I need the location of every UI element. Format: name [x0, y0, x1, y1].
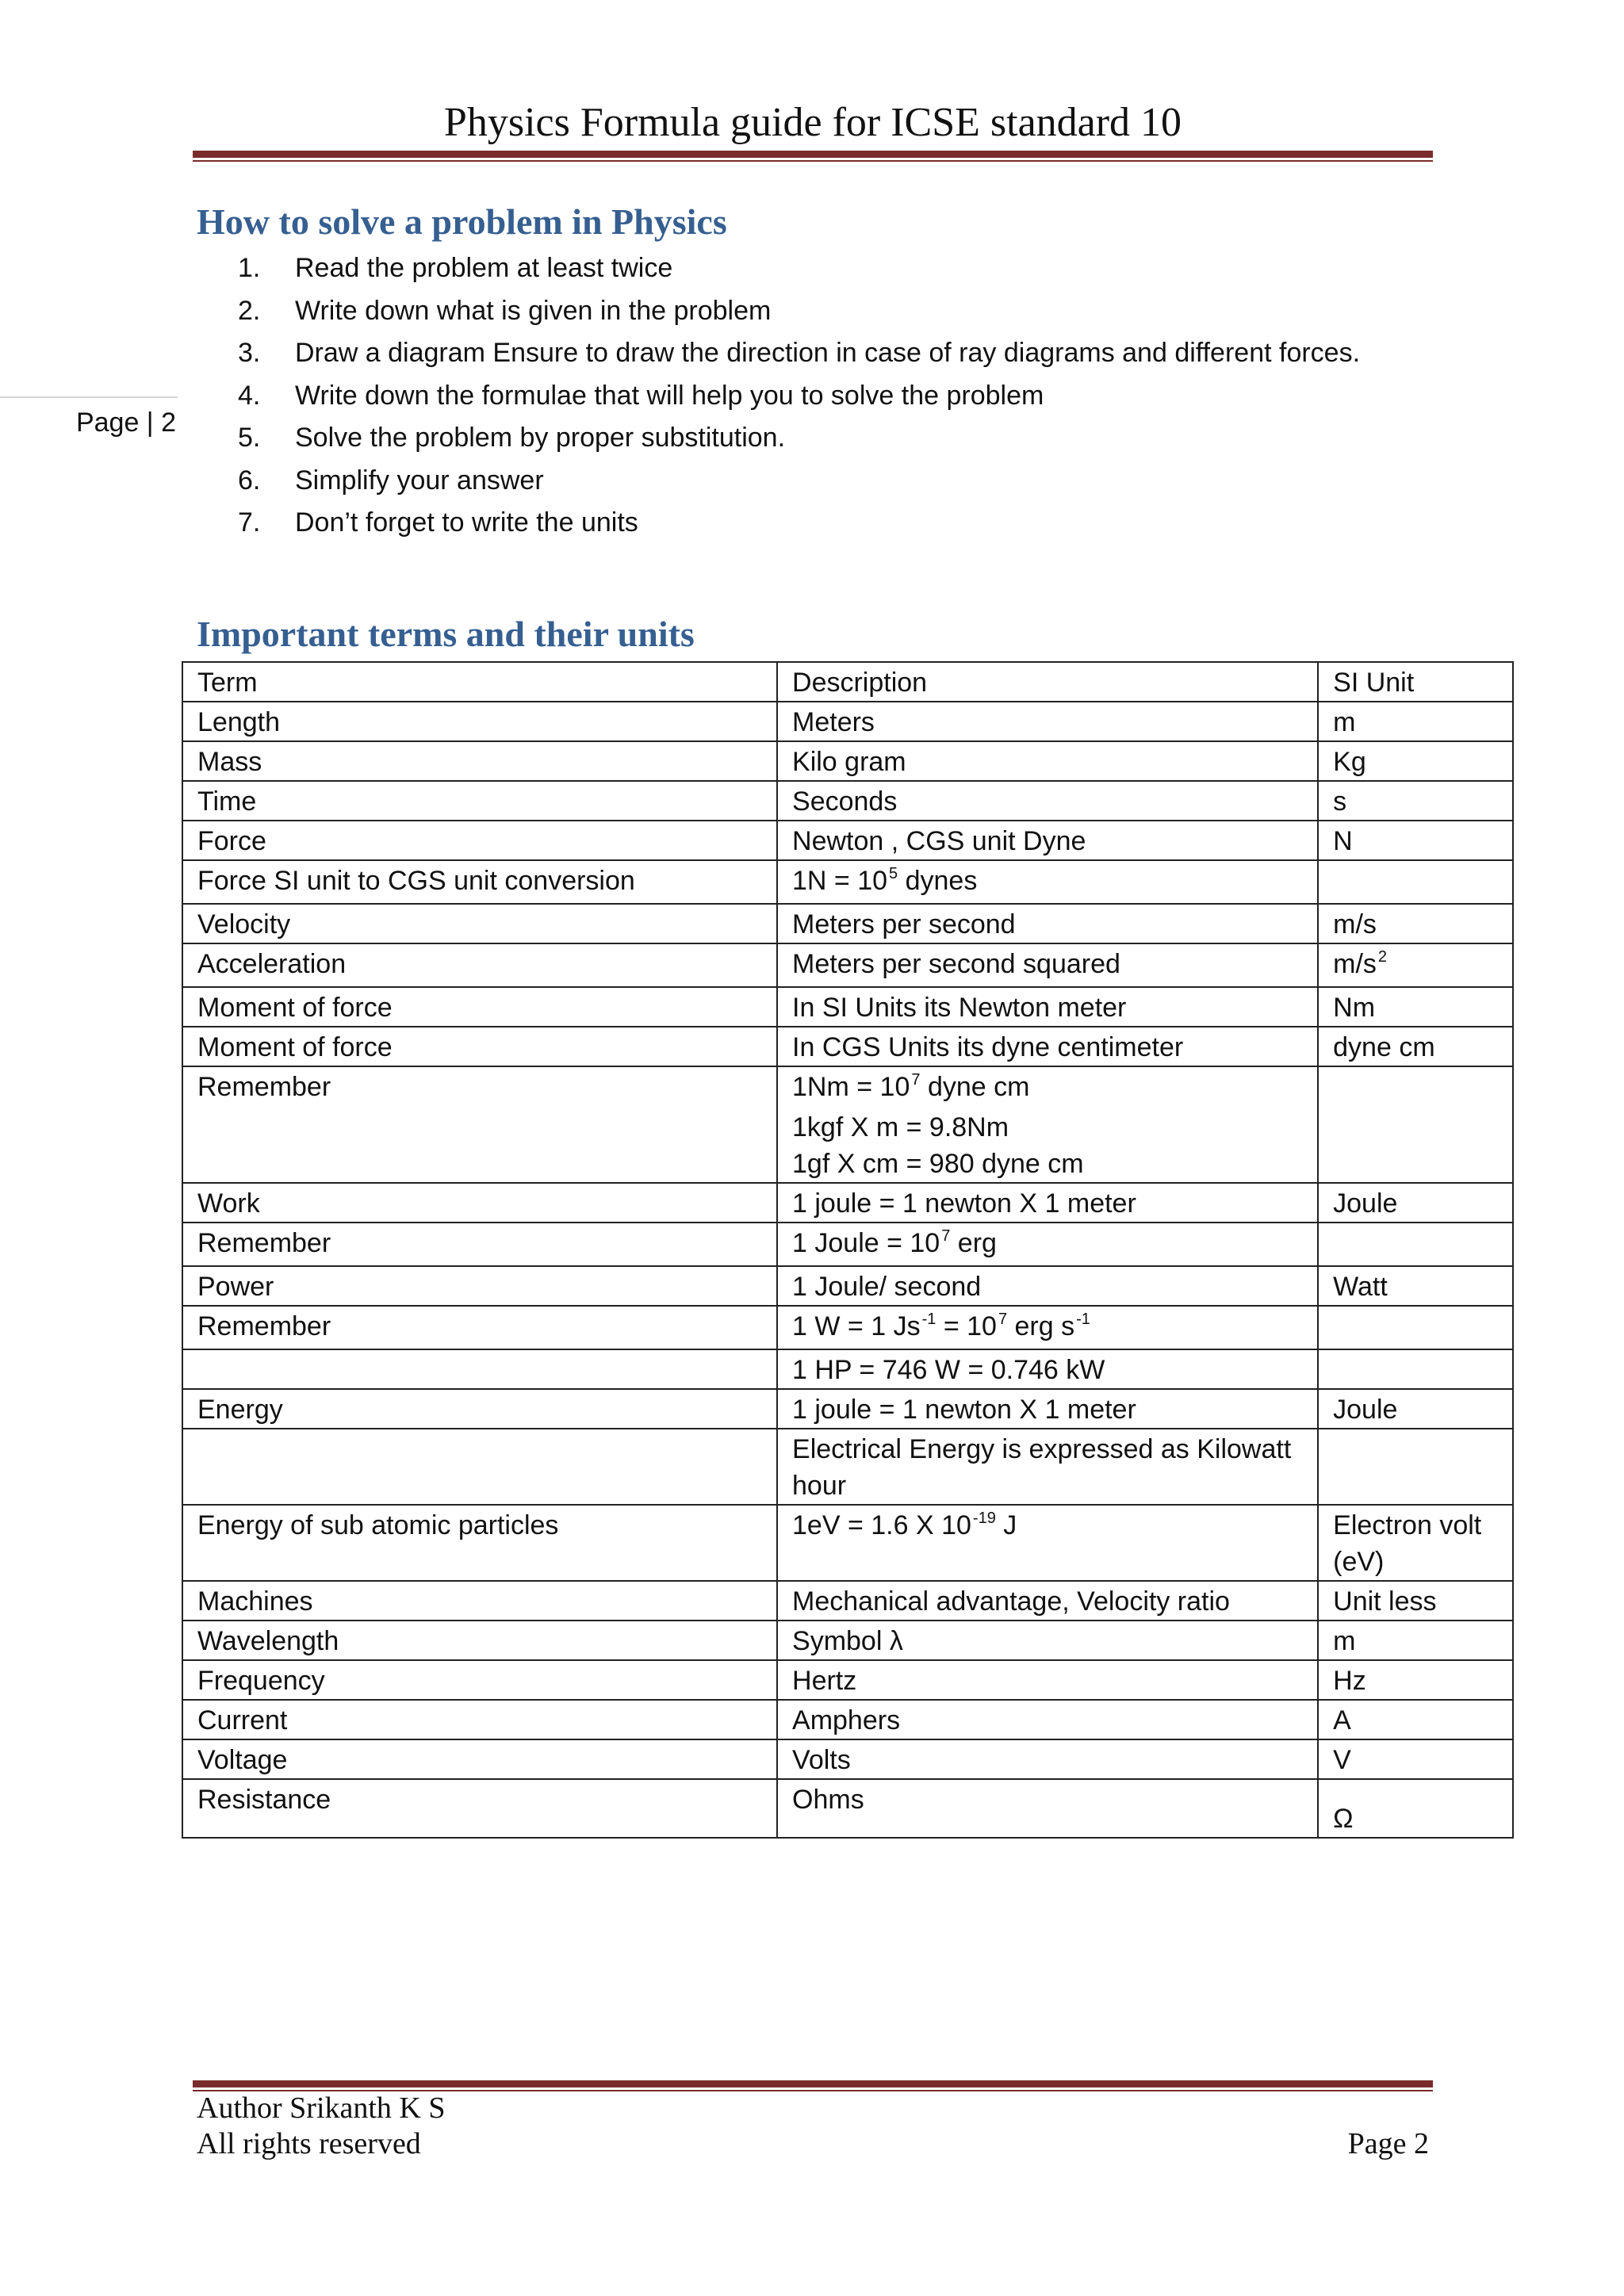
table-row — [182, 781, 1513, 821]
term-cell: Force SI unit to CGS unit conversion — [182, 860, 777, 904]
step-item — [238, 332, 1360, 375]
table-row — [182, 860, 1513, 904]
step-number: 3. — [238, 338, 261, 368]
step-text: Write down the formulae that will help you to solve the problem — [295, 380, 1044, 411]
table-row — [182, 1027, 1513, 1066]
description-line: 1Nm = 10 $^7$ dyne cm — [792, 1071, 1030, 1102]
term-cell: Moment of force — [182, 1027, 777, 1066]
description-line: 1kgf X m = 9.8Nm — [792, 1112, 1009, 1142]
table-row — [182, 821, 1513, 860]
term-cell: Time — [182, 781, 777, 821]
table-row — [182, 702, 1513, 741]
term-cell — [182, 1429, 777, 1505]
table-row — [182, 1266, 1513, 1306]
footer-rights: All rights reserved — [197, 2127, 421, 2160]
description-line: Meters per second — [792, 909, 1016, 939]
step-text: Draw a diagram Ensure to draw the direction in case of ray diagrams and different forces. — [295, 338, 1361, 368]
term-cell: Voltage — [182, 1739, 777, 1779]
term-cell: Work — [182, 1183, 777, 1223]
description-cell — [777, 1306, 1318, 1349]
description-line: Seconds — [792, 786, 898, 817]
description-line: Amphers — [792, 1705, 901, 1735]
si-unit-cell — [1318, 1223, 1513, 1266]
description-line: 1 joule = 1 newton X 1 meter — [792, 1188, 1136, 1219]
si-unit-cell: N — [1318, 821, 1513, 860]
description-line: Kilo gram — [792, 747, 906, 777]
table-row — [182, 741, 1513, 781]
description-cell — [777, 1621, 1318, 1660]
si-unit-cell: Ω — [1318, 1779, 1513, 1838]
page-footer — [197, 2091, 1432, 2162]
si-unit-cell: Joule — [1318, 1183, 1513, 1223]
description-line: In CGS Units its dyne centimeter — [792, 1032, 1184, 1062]
description-cell — [777, 860, 1318, 904]
si-unit-cell: m — [1318, 702, 1513, 741]
table-row — [182, 1660, 1513, 1700]
term-cell: Force — [182, 821, 777, 860]
description-cell — [777, 1266, 1318, 1306]
si-unit-cell — [1318, 1306, 1513, 1349]
si-unit-cell: m — [1318, 1621, 1513, 1660]
si-unit-cell: V — [1318, 1739, 1513, 1779]
step-text: Simplify your answer — [295, 465, 544, 496]
step-text: Solve the problem by proper substitution. — [295, 423, 786, 453]
step-item — [238, 290, 1360, 333]
description-cell — [777, 1581, 1318, 1621]
description-cell — [777, 702, 1318, 741]
description-cell — [777, 943, 1318, 987]
step-text: Write down what is given in the problem — [295, 295, 772, 326]
table-row — [182, 1621, 1513, 1660]
si-unit-cell: Electron volt (eV) — [1318, 1505, 1513, 1581]
units-table — [182, 661, 1514, 1839]
description-line: Volts — [792, 1745, 851, 1775]
term-cell: Energy — [182, 1389, 777, 1429]
footer-rule — [193, 2080, 1433, 2091]
table-row — [182, 1066, 1513, 1183]
description-line: Mechanical advantage, Velocity ratio — [792, 1586, 1230, 1617]
description-line: 1 Joule/ second — [792, 1272, 982, 1302]
page-margin-label: Page | 2 — [75, 408, 176, 438]
table-row — [182, 1306, 1513, 1349]
description-cell — [777, 1183, 1318, 1223]
term-cell: Wavelength — [182, 1621, 777, 1660]
si-unit-cell: A — [1318, 1700, 1513, 1739]
description-line: In SI Units its Newton meter — [792, 993, 1127, 1023]
term-cell: Mass — [182, 741, 777, 781]
description-cell — [777, 1660, 1318, 1700]
table-row — [182, 1429, 1513, 1505]
si-unit-cell — [1318, 1429, 1513, 1505]
si-unit-cell: s — [1318, 781, 1513, 821]
term-cell: Power — [182, 1266, 777, 1306]
description-cell — [777, 1779, 1318, 1838]
description-line: Symbol λ — [792, 1626, 903, 1656]
si-unit-cell — [1318, 1066, 1513, 1183]
term-cell: Remember — [182, 1223, 777, 1266]
description-cell — [777, 1349, 1318, 1389]
table-row — [182, 1700, 1513, 1739]
description-line: Hertz — [792, 1666, 857, 1696]
step-item — [238, 417, 1360, 460]
si-unit-cell: dyne cm — [1318, 1027, 1513, 1066]
description-line: 1eV = 1.6 X 10 $^{-19}$ J — [792, 1510, 1017, 1540]
step-text: Read the problem at least twice — [295, 253, 673, 283]
description-line: 1 HP = 746 W = 0.746 kW — [792, 1355, 1105, 1385]
step-text: Don’t forget to write the units — [295, 507, 638, 538]
description-line: Meters — [792, 707, 875, 737]
term-cell: Velocity — [182, 904, 777, 943]
table-row — [182, 1739, 1513, 1779]
table-row — [182, 904, 1513, 943]
step-number: 4. — [238, 380, 261, 411]
description-cell — [777, 1700, 1318, 1739]
step-number: 6. — [238, 465, 261, 496]
step-number: 7. — [238, 507, 261, 538]
description-line: 1 W = 1 Js $^{-1}$ = 10 $^7$ erg s $^{-1}$ — [792, 1311, 1090, 1341]
si-unit-cell: Hz — [1318, 1660, 1513, 1700]
table-header-row — [182, 662, 1513, 702]
header-rule — [193, 151, 1433, 162]
description-line: 1 Joule = 10 $^7$ erg — [792, 1227, 997, 1258]
description-cell — [777, 1429, 1318, 1505]
si-unit-cell: m/s $^2$ — [1318, 943, 1513, 987]
table-header-cell: Term — [182, 662, 777, 702]
term-cell: Frequency — [182, 1660, 777, 1700]
description-cell — [777, 1027, 1318, 1066]
description-cell — [777, 1739, 1318, 1779]
step-item — [238, 247, 1360, 290]
description-line: 1gf X cm = 980 dyne cm — [792, 1149, 1084, 1179]
si-unit-cell — [1318, 860, 1513, 904]
footer-author: Author Srikanth K S — [197, 2091, 446, 2125]
table-header-cell: Description — [777, 662, 1318, 702]
description-cell — [777, 1066, 1318, 1183]
si-unit-cell: m/s — [1318, 904, 1513, 943]
step-item — [238, 375, 1360, 418]
term-cell: Moment of force — [182, 987, 777, 1027]
description-cell — [777, 781, 1318, 821]
description-cell — [777, 904, 1318, 943]
step-number: 1. — [238, 253, 261, 283]
table-row — [182, 1779, 1513, 1838]
section-heading-terms-units: Important terms and their units — [197, 614, 695, 654]
description-cell — [777, 741, 1318, 781]
table-header-cell: SI Unit — [1318, 662, 1513, 702]
si-unit-cell: Nm — [1318, 987, 1513, 1027]
description-line: 1 joule = 1 newton X 1 meter — [792, 1395, 1136, 1425]
steps-list — [238, 247, 1360, 545]
description-cell — [777, 821, 1318, 860]
description-cell — [777, 1223, 1318, 1266]
term-cell: Acceleration — [182, 943, 777, 987]
si-unit-cell: Joule — [1318, 1389, 1513, 1429]
table-row — [182, 987, 1513, 1027]
description-cell — [777, 1389, 1318, 1429]
description-line: Ohms — [792, 1785, 864, 1815]
table-row — [182, 1223, 1513, 1266]
term-cell: Current — [182, 1700, 777, 1739]
step-number: 5. — [238, 423, 261, 453]
table-row — [182, 1389, 1513, 1429]
si-unit-cell: Unit less — [1318, 1581, 1513, 1621]
description-cell — [777, 987, 1318, 1027]
table-row — [182, 1183, 1513, 1223]
term-cell — [182, 1349, 777, 1389]
section-heading-how-to-solve: How to solve a problem in Physics — [197, 201, 727, 242]
step-item — [238, 460, 1360, 503]
page-margin-tab — [0, 396, 178, 442]
description-line: Electrical Energy is expressed as Kilowatt hour — [792, 1434, 1292, 1501]
term-cell: Energy of sub atomic particles — [182, 1505, 777, 1581]
description-line: 1N = 10 $^5$ dynes — [792, 865, 978, 896]
table-row — [182, 943, 1513, 987]
document-header-title: Physics Formula guide for ICSE standard 10 — [443, 100, 1182, 145]
term-cell: Remember — [182, 1066, 777, 1183]
si-unit-cell — [1318, 1349, 1513, 1389]
term-cell: Resistance — [182, 1779, 777, 1838]
description-line: Meters per second squared — [792, 949, 1120, 979]
description-line: Newton , CGS unit Dyne — [792, 826, 1086, 856]
step-item — [238, 502, 1360, 545]
term-cell: Machines — [182, 1581, 777, 1621]
description-cell — [777, 1505, 1318, 1581]
step-number: 2. — [238, 295, 261, 326]
si-unit-cell: Kg — [1318, 741, 1513, 781]
table-row — [182, 1349, 1513, 1389]
footer-page-number: Page 2 — [1347, 2127, 1429, 2160]
si-unit-cell: Watt — [1318, 1266, 1513, 1306]
table-row — [182, 1505, 1513, 1581]
term-cell: Length — [182, 702, 777, 741]
term-cell: Remember — [182, 1306, 777, 1349]
table-row — [182, 1581, 1513, 1621]
